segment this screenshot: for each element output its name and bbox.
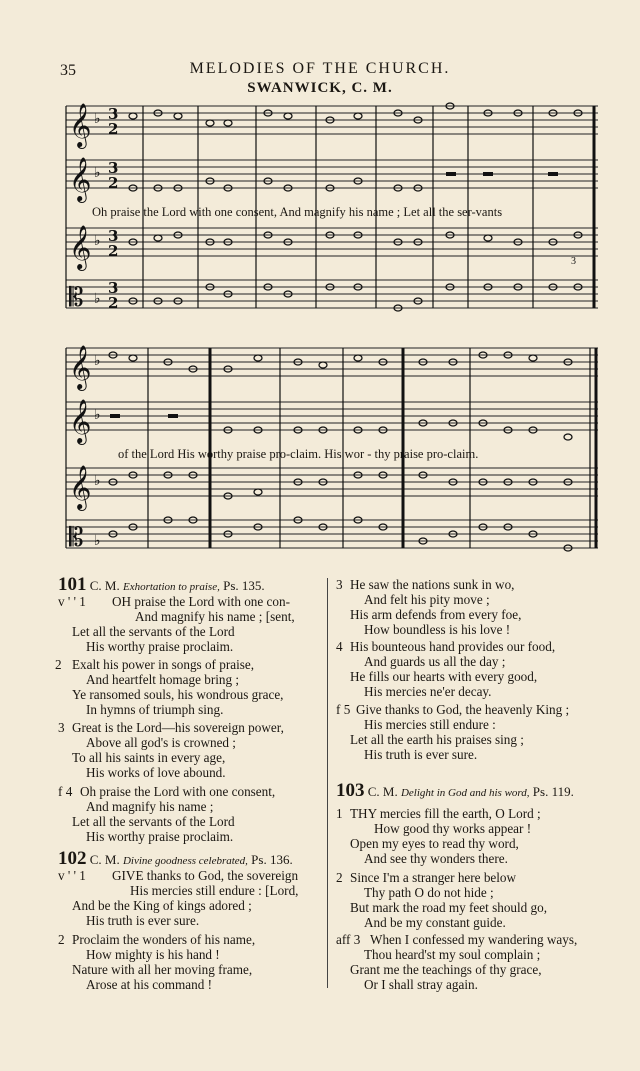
svg-text:3: 3 (571, 256, 576, 267)
svg-text:𝄞: 𝄞 (69, 157, 92, 201)
svg-text:♭: ♭ (94, 473, 101, 489)
svg-text:2: 2 (108, 120, 119, 138)
svg-text:♭: ♭ (94, 165, 101, 181)
page-number: 35 (60, 62, 76, 79)
svg-text:𝄞: 𝄞 (69, 225, 92, 269)
svg-text:♭: ♭ (94, 533, 101, 549)
svg-text:𝄞: 𝄞 (69, 399, 92, 443)
svg-text:3: 3 (108, 105, 119, 123)
running-title: MELODIES OF THE CHURCH. (189, 60, 451, 77)
svg-text:𝄡: 𝄡 (69, 523, 84, 553)
lyrics-system-1: Oh praise the Lord with one consent, And magnify his name ; Let all the ser-vants (92, 205, 503, 219)
svg-text:𝄞: 𝄞 (69, 345, 92, 389)
svg-text:𝄞: 𝄞 (69, 103, 92, 147)
svg-text:♭: ♭ (94, 233, 101, 249)
svg-text:3: 3 (108, 159, 119, 177)
lyrics-system-2: of the Lord His worthy praise pro-claim. His wor - thy praise pro-claim. (118, 447, 479, 461)
hymnal-page: 35 MELODIES OF THE CHURCH. SWANWICK, C. M. 𝄞 𝄞 𝄞 𝄡 ♭ ♭ ♭ ♭ 3 2 3 2 3 2 3 2 3 Oh praise the Lord with one consent, And magnify his name ; Let all the ser-vants 𝄞 𝄞 𝄞 𝄡 ♭ ♭ ♭ ♭ of the Lord His worthy praise pro-claim. His wor - thy praise pro-claim. 101 C. M. Exhortation to praise, Ps. 135. v ' ' 1 OH praise the Lord with one con- And magnify his name ; [sent, Let all the servants of the Lord His worthy praise proclaim. 2 Exalt his power in songs of praise, And heartfelt homage bring ; Ye ransomed souls, his wondrous grace, In hymns of triumph sing. 3 Great is the Lord—his sovereign power, Above all god's is crowned ; To all his saints in every age, His works of love abound. f 4 Oh praise the Lord with one consent, And magnify his name ; Let all the servants of the Lord His worthy praise proclaim. 102 C. M. Divine goodness celebrated, Ps. 136. v ' ' 1 GIVE thanks to God, the sovereign His mercies still endure : [Lord, And be the King of kings adored ; His truth is ever sure. 2 Proclaim the wonders of his name, How mighty is his hand ! Nature with all her moving frame, Arose at his command ! 3 He saw the nations sunk in wo, And felt his pity move ; His arm defends from every foe, How boundless is his love ! 4 His bounteous hand provides our food, And guards us all the day ; He fills our hearts with every good, His mercies ne'er decay. f 5 Give thanks to God, the heavenly King ; His mercies still endure : Let all the earth his praises sing ; His truth is ever sure. 103 C. M. Delight in God and his word, Ps. 119. 1 THY mercies fill the earth, O Lord ; How good thy works appear ! Open my eyes to read thy word, And see thy wonders there. 2 Since I'm a stranger here below Thy path O do not hide ; But mark the road my feet should go, And be my constant guide. aff 3 When I confessed my wandering ways, Thou heard'st my soul complain ; Grant me the teachings of thy grace, Or I shall stray again. (0, 0, 640, 1071)
svg-text:2: 2 (108, 242, 119, 260)
svg-text:♭: ♭ (94, 407, 101, 423)
svg-text:3: 3 (108, 279, 119, 297)
svg-text:♭: ♭ (94, 291, 101, 307)
tune-name: SWANWICK, C. M. (247, 80, 393, 96)
hymn-header: 103 C. M. Delight in God and his word, Ps. 119. (336, 780, 574, 801)
dynamic-marks: v ' ' 1 (58, 868, 86, 883)
dynamic-marks: v ' ' 1 (58, 594, 86, 609)
column-divider (327, 578, 328, 988)
svg-text:2: 2 (108, 174, 119, 192)
svg-text:♭: ♭ (94, 111, 101, 127)
svg-text:2: 2 (108, 294, 119, 312)
svg-text:3: 3 (108, 227, 119, 245)
svg-text:𝄡: 𝄡 (69, 283, 84, 313)
hymn-header: 101 C. M. Exhortation to praise, Ps. 135. (58, 574, 265, 595)
hymn-header: 102 C. M. Divine goodness celebrated, Ps. 136. (58, 848, 293, 869)
svg-text:♭: ♭ (94, 353, 101, 369)
svg-text:𝄞: 𝄞 (69, 465, 92, 509)
